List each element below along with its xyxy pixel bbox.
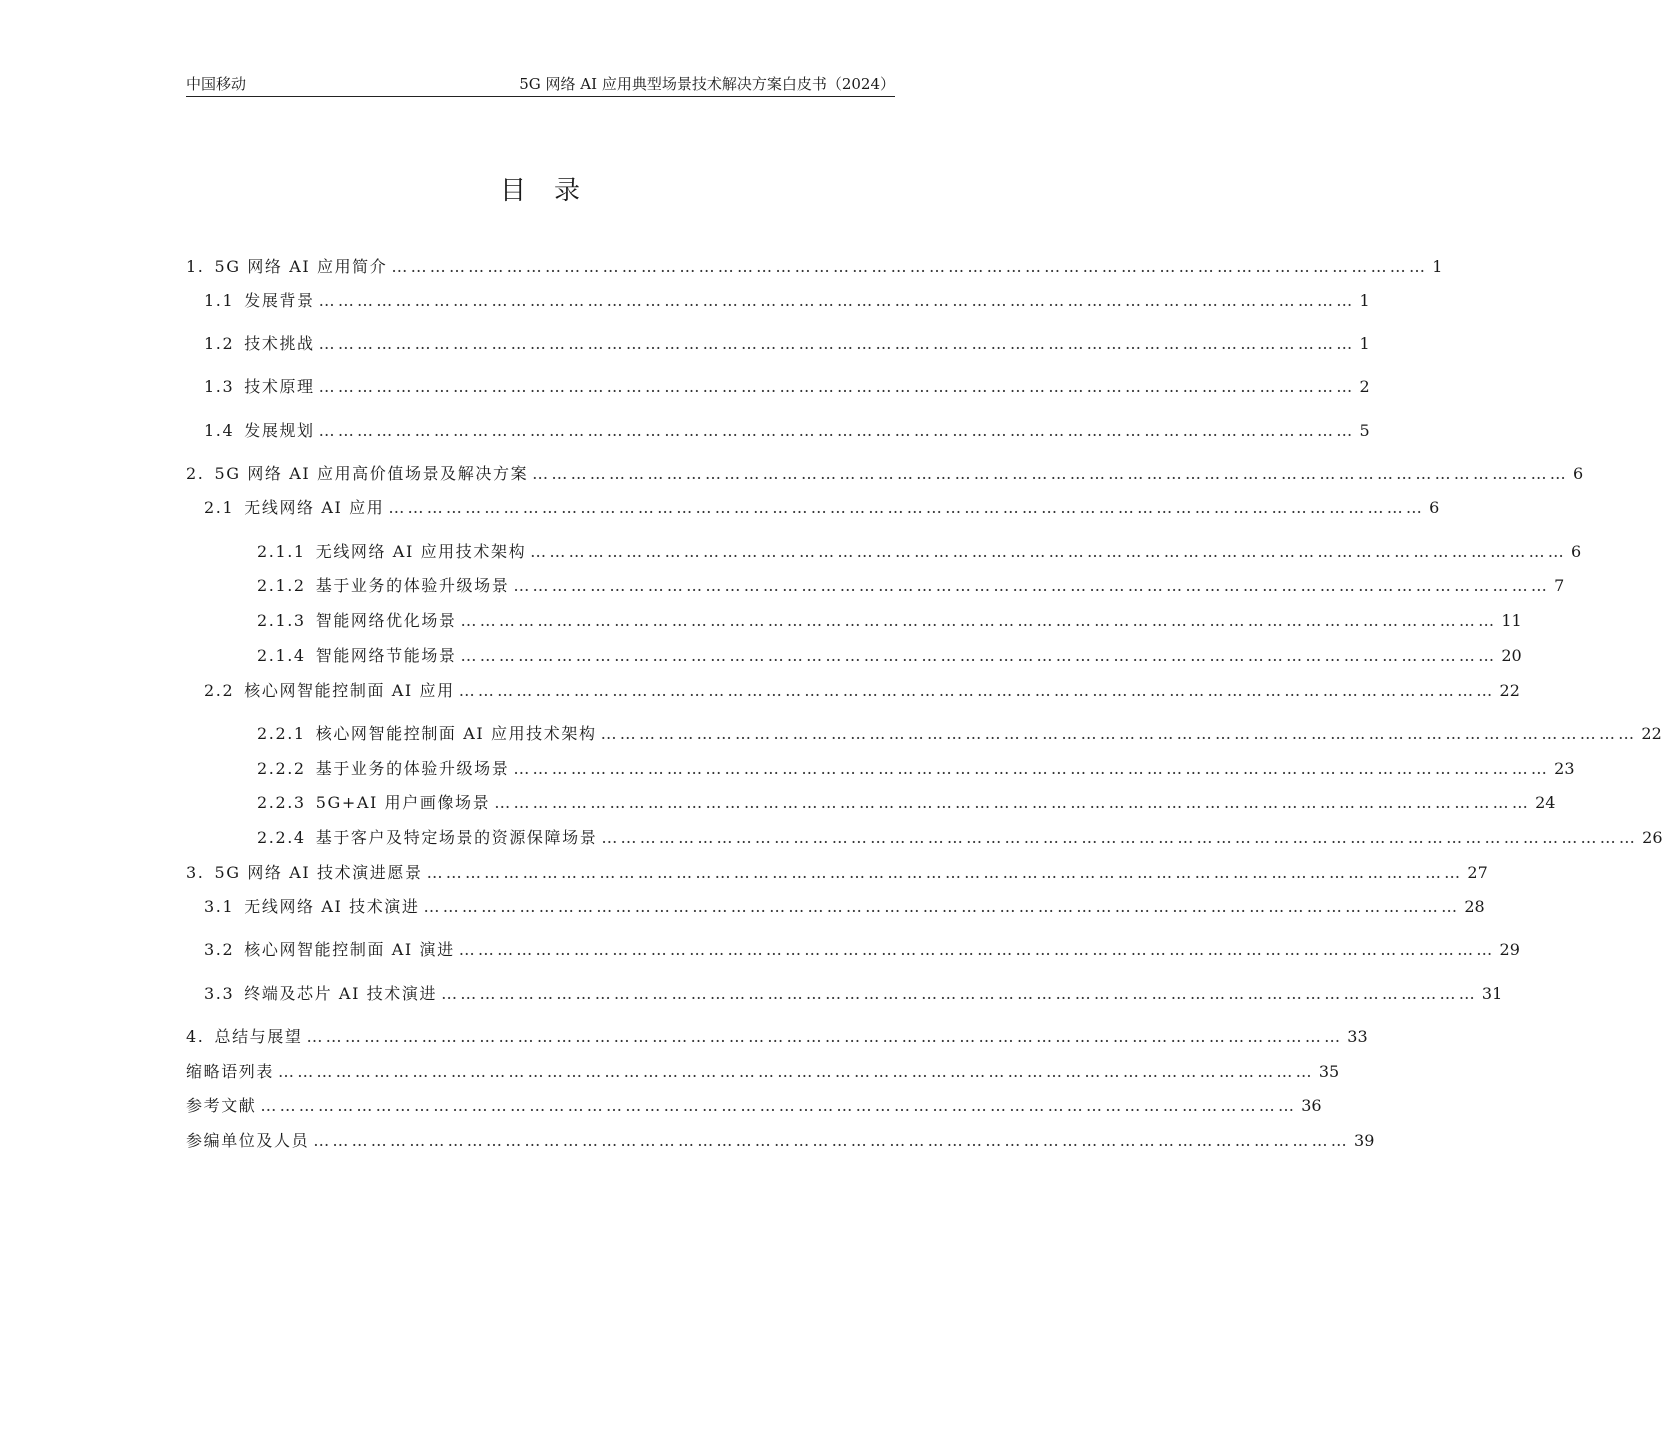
toc-entry[interactable] (257, 792, 1556, 814)
toc-entry-page: 6 (1429, 498, 1440, 517)
toc-entry[interactable] (204, 333, 1370, 355)
toc-leader-dots: ……………………………………………………………………………………………………………………………………………… (460, 646, 1498, 665)
toc-entry-page: 24 (1535, 793, 1556, 812)
header-document-title: 5G 网络 AI 应用典型场景技术解决方案白皮书（2024） (519, 75, 895, 93)
toc-leader-dots: ……………………………………………………………………………………………………………………………………………… (318, 334, 1356, 353)
toc-entry-title: 3.1 无线网络 AI 技术演进 (204, 897, 420, 916)
toc-entry-page: 6 (1572, 464, 1584, 483)
toc-leader-dots: ……………………………………………………………………………………………………………………………………………… (513, 759, 1551, 778)
toc-entry-title: 1. 5G 网络 AI 应用简介 (186, 257, 388, 276)
toc-leader-dots: ……………………………………………………………………………………………………………………………………………… (441, 984, 1478, 1003)
toc-leader-dots: ……………………………………………………………………………………………………………………………………………… (388, 498, 1426, 517)
toc-entry-page: 1 (1432, 257, 1443, 276)
toc-entry-title: 2.2.4 基于客户及特定场景的资源保障场景 (257, 828, 598, 847)
toc-entry-title: 2. 5G 网络 AI 应用高价值场景及解决方案 (186, 464, 529, 483)
toc-entry-page: 39 (1354, 1131, 1375, 1150)
toc-entry-title: 2.1.2 基于业务的体验升级场景 (257, 576, 510, 595)
toc-entry-title: 4. 总结与展望 (186, 1027, 303, 1046)
toc-entry-title: 1.1 发展背景 (204, 291, 315, 310)
toc-entry[interactable] (257, 827, 1663, 849)
toc-leader-dots: ……………………………………………………………………………………………………………………………………………… (318, 377, 1356, 396)
toc-entry[interactable] (186, 1061, 1340, 1083)
toc-entry-title: 1.2 技术挑战 (204, 334, 315, 353)
toc-leader-dots: ……………………………………………………………………………………………………………………………………………… (313, 1131, 1351, 1150)
toc-leader-dots: ……………………………………………………………………………………………………………………………………………… (600, 724, 1638, 743)
toc-leader-dots: ……………………………………………………………………………………………………………………………………………… (423, 897, 1461, 916)
toc-entry-title: 1.4 发展规划 (204, 421, 315, 440)
toc-leader-dots: ……………………………………………………………………………………………………………………………………………… (278, 1062, 1315, 1081)
toc-leader-dots: ……………………………………………………………………………………………………………………………………………… (318, 291, 1356, 310)
toc-entry-title: 2.2 核心网智能控制面 AI 应用 (204, 681, 455, 700)
toc-entry-title: 2.1.1 无线网络 AI 应用技术架构 (257, 542, 527, 561)
toc-entry[interactable] (186, 463, 1584, 485)
toc-leader-dots: ……………………………………………………………………………………………………………………………………………… (513, 576, 1551, 595)
toc-leader-dots: ……………………………………………………………………………………………………………………………………………… (530, 542, 1567, 561)
toc-entry-page: 20 (1501, 646, 1522, 665)
toc-entry[interactable] (204, 983, 1503, 1005)
toc-entry-page: 36 (1301, 1096, 1322, 1115)
toc-entry-page: 22 (1499, 681, 1520, 700)
toc-entry-page: 2 (1359, 377, 1370, 396)
toc-entry-title: 3. 5G 网络 AI 技术演进愿景 (186, 863, 423, 882)
toc-entry-page: 7 (1554, 576, 1565, 595)
toc-entry-page: 6 (1570, 542, 1582, 561)
toc-entry-page: 33 (1347, 1027, 1368, 1046)
toc-entry-title: 2.1.3 智能网络优化场景 (257, 611, 457, 630)
toc-entry[interactable] (204, 420, 1370, 442)
toc-entry-title: 3.3 终端及芯片 AI 技术演进 (204, 984, 438, 1003)
toc-entry-page: 29 (1499, 940, 1520, 959)
toc-entry-title: 3.2 核心网智能控制面 AI 演进 (204, 940, 455, 959)
toc-entry-page: 1 (1359, 291, 1370, 310)
toc-entry[interactable] (204, 680, 1520, 702)
toc-entry-page: 23 (1554, 759, 1575, 778)
toc-leader-dots: ……………………………………………………………………………………………………………………………………………… (391, 257, 1429, 276)
toc-leader-dots: ……………………………………………………………………………………………………………………………………………… (601, 828, 1639, 847)
toc-entry-title: 1.3 技术原理 (204, 377, 315, 396)
toc-leader-dots: ……………………………………………………………………………………………………………………………………………… (306, 1027, 1344, 1046)
toc-leader-dots: ……………………………………………………………………………………………………………………………………………… (260, 1096, 1298, 1115)
toc-leader-dots: ……………………………………………………………………………………………………………………………………………… (458, 940, 1496, 959)
toc-entry[interactable] (186, 862, 1488, 884)
toc-entry[interactable] (204, 290, 1370, 312)
toc-entry[interactable] (257, 610, 1522, 632)
toc-entry[interactable] (204, 939, 1520, 961)
toc-entry-page: 31 (1481, 984, 1503, 1003)
toc-entry[interactable] (204, 896, 1485, 918)
toc-entry-title: 缩略语列表 (186, 1062, 275, 1081)
toc-leader-dots: ……………………………………………………………………………………………………………………………………………… (460, 611, 1498, 630)
toc-entry[interactable] (257, 758, 1575, 780)
toc-heading: 目录 (499, 176, 608, 206)
toc-entry-title: 参考文献 (186, 1096, 257, 1115)
toc-entry-page: 35 (1318, 1062, 1340, 1081)
toc-entry[interactable] (257, 723, 1662, 745)
toc-entry[interactable] (186, 1026, 1368, 1048)
toc-leader-dots: ……………………………………………………………………………………………………………………………………………… (494, 793, 1532, 812)
toc-leader-dots: ……………………………………………………………………………………………………………………………………………… (532, 464, 1569, 483)
toc-entry-title: 2.2.1 核心网智能控制面 AI 应用技术架构 (257, 724, 597, 743)
toc-entry-title: 2.1.4 智能网络节能场景 (257, 646, 457, 665)
toc-entry-page: 27 (1467, 863, 1488, 882)
toc-entry[interactable] (186, 1130, 1375, 1152)
toc-entry-page: 1 (1359, 334, 1370, 353)
toc-entry[interactable] (186, 1095, 1322, 1117)
toc-entry-title: 2.2.2 基于业务的体验升级场景 (257, 759, 510, 778)
toc-entry[interactable] (204, 497, 1440, 519)
toc-entry-page: 26 (1642, 828, 1663, 847)
toc-entry-title: 参编单位及人员 (186, 1131, 310, 1150)
toc-entry-page: 28 (1464, 897, 1485, 916)
header-org: 中国移动 (186, 75, 247, 93)
toc-entry[interactable] (257, 575, 1565, 597)
toc-entry-title: 2.2.3 5G+AI 用户画像场景 (257, 793, 491, 812)
toc-entry[interactable] (257, 541, 1582, 563)
toc-leader-dots: ……………………………………………………………………………………………………………………………………………… (318, 421, 1356, 440)
toc-entry[interactable] (186, 256, 1443, 278)
toc-leader-dots: ……………………………………………………………………………………………………………………………………………… (458, 681, 1496, 700)
toc-entry-page: 5 (1359, 421, 1370, 440)
toc-leader-dots: ……………………………………………………………………………………………………………………………………………… (426, 863, 1464, 882)
toc-entry-page: 11 (1501, 611, 1522, 630)
toc-entry-page: 22 (1641, 724, 1662, 743)
toc-entry-title: 2.1 无线网络 AI 应用 (204, 498, 385, 517)
toc-entry[interactable] (257, 645, 1522, 667)
toc-entry[interactable] (204, 376, 1370, 398)
